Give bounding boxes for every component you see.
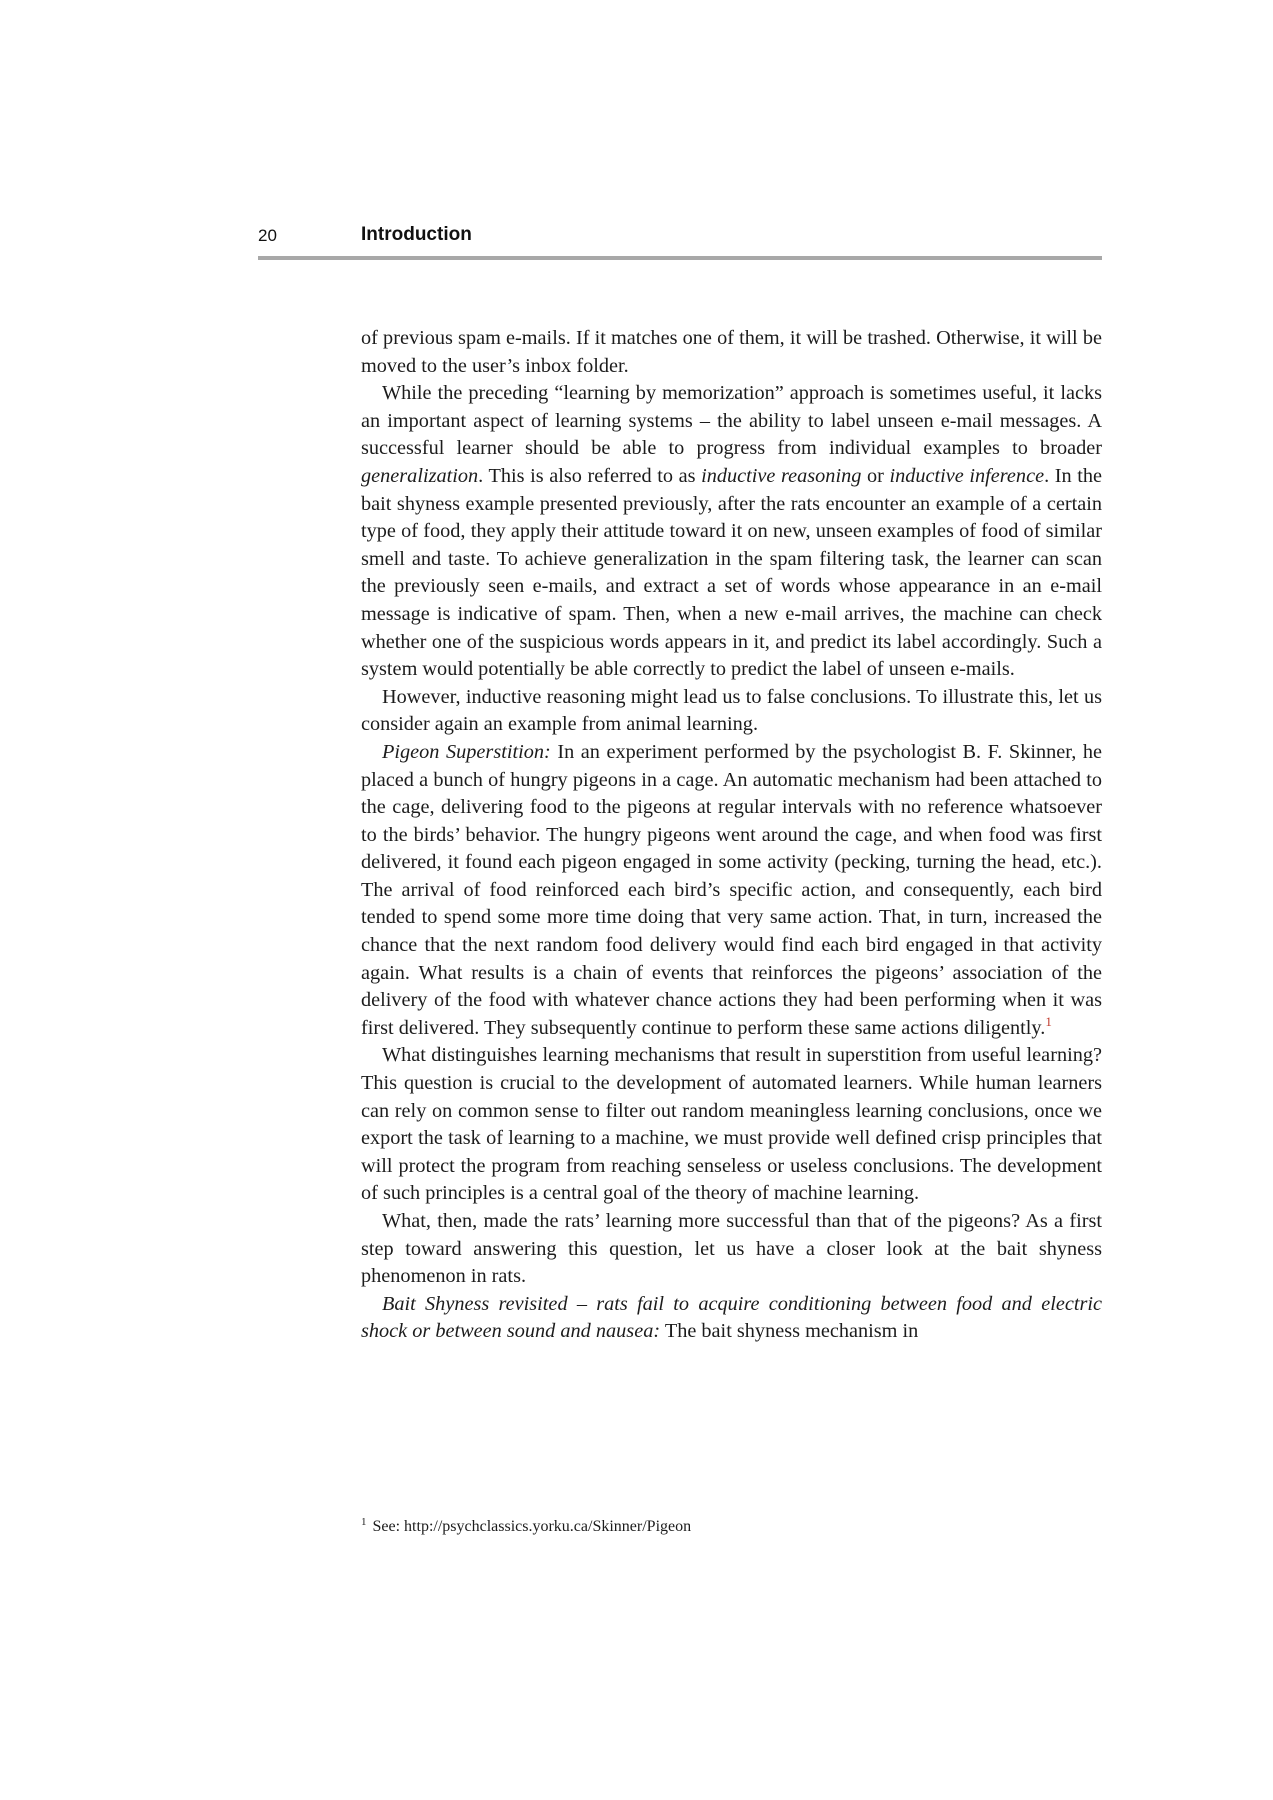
paragraph-2-text-2: . This is also referred to as xyxy=(478,464,702,487)
bait-shyness-heading: Bait Shyness revisited – rats fail to acquire conditioning between food and electric shock or between sound and nausea: xyxy=(361,1292,1102,1343)
header-rule xyxy=(258,256,1102,260)
running-head xyxy=(258,224,1102,252)
paragraph-2-text-3: or xyxy=(861,464,890,487)
page-number: 20 xyxy=(258,226,277,245)
paragraph-3: However, inductive reasoning might lead us to false conclusions. To illustrate this, let us consider again an example from animal learning. xyxy=(361,685,1102,736)
paragraph-4-text: In an experiment performed by the psychologist B. F. Skinner, he placed a bunch of hungry pigeons in a cage. An automatic mechanism had been attached to the cage, delivering food to the pigeons at regular intervals with no reference whatsoever to the birds’ behavior. The hungry pigeons went around the cage, and when food was first delivered, it found each pigeon engaged in some activity (pecking, turning the head, etc.). The arrival of food reinforced each bird’s specific action, and consequently, each bird tended to spend some more time doing that very same action. That, in turn, increased the chance that the next random food delivery would find each bird engaged in that activity again. What results is a chain of events that reinforces the pigeons’ association of the delivery of the food with whatever chance actions they had been performing when it was first delivered. They subsequently continue to perform these same actions diligently. xyxy=(361,740,1102,1039)
paragraph-2 xyxy=(361,380,1102,684)
paragraph-7-text: The bait shyness mechanism in xyxy=(660,1320,919,1343)
paragraph-1: of previous spam e-mails. If it matches one of them, it will be trashed. Otherwise, it will be moved to the user’s inbox folder. xyxy=(361,327,1102,377)
paragraph-5: What distinguishes learning mechanisms that result in superstition from useful learning? This question is crucial to the development of automated learners. While human learners can rely on common sense to filter out random meaningless learning conclusions, once we export the task of learning to a machine, we must provide well defined crisp principles that will protect the program from reaching senseless or useless conclusions. The development of such principles is a central goal of the theory of machine learning. xyxy=(361,1044,1102,1205)
pigeon-superstition-heading: Pigeon Superstition: xyxy=(382,740,551,763)
paragraph-4 xyxy=(361,739,1102,1043)
chapter-title: Introduction xyxy=(361,224,472,245)
paragraph-2-text-1: While the preceding “learning by memorization” approach is sometimes useful, it lacks an important aspect of learning systems – the ability to label unseen e-mail messages. A successful learner should be able to progress from individual examples to broader xyxy=(361,382,1102,460)
footnote-number: 1 xyxy=(361,1516,367,1528)
footnote-reference[interactable]: 1 xyxy=(1045,1013,1052,1029)
term-inductive-inference: inductive inference xyxy=(889,464,1045,487)
term-inductive-reasoning: inductive reasoning xyxy=(701,464,862,487)
paragraph-6: What, then, made the rats’ learning more successful than that of the pigeons? As a first step toward answering this question, let us have a closer look at the bait shyness phenomenon in rats. xyxy=(361,1210,1102,1288)
footnote xyxy=(361,1516,1102,1536)
term-generalization: generalization xyxy=(361,464,479,487)
paragraph-7 xyxy=(361,1291,1102,1346)
paragraph-2-text-4: . In the bait shyness example presented previously, after the rats encounter an example of a certain type of food, they apply their attitude toward it on new, unseen examples of food of similar smell and taste. To achieve generalization in the spam filtering task, the learner can scan the previously seen e-mails, and extract a set of words whose appearance in an e-mail message is indicative of spam. Then, when a new e-mail arrives, the machine can check whether one of the suspicious words appears in it, and predict its label accordingly. Such a system would potentially be able correctly to predict the label of unseen e-mails. xyxy=(361,464,1102,681)
footnote-text: See: http://psychclassics.yorku.ca/Skinner/Pigeon xyxy=(372,1518,692,1535)
body-text xyxy=(361,325,1102,1346)
